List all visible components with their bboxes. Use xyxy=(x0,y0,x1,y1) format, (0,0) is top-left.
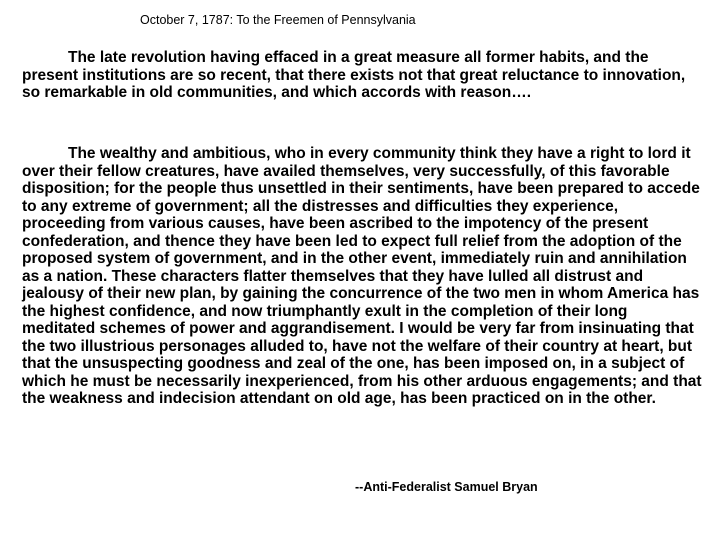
attribution: --Anti-Federalist Samuel Bryan xyxy=(355,480,538,494)
paragraph-2: The wealthy and ambitious, who in every community think they have a right to lord it over their fellow creatures, have availed themselves, very successfully, of this favorable disposition; for the people thus unsettled in their sentiments, have been prepared to accede to any extreme of government; all the distresses and difficulties they experience, proceeding from various causes, have been ascribed to the impotency of the present confederation, and thence they have been led to expect full relief from the adoption of the proposed system of government, and in the other event, immediately ruin and annihilation as a nation. These characters flatter themselves that they have lulled all distrust and jealousy of their new plan, by gaining the concurrence of the two men in whom America has the highest confidence, and now triumphantly exult in the completion of their long meditated schemes of power and aggrandisement. I would be very far from insinuating that the two illustrious personages alluded to, have not the welfare of their country at heart, but that the unsuspecting goodness and zeal of the one, has been imposed on, in a subject of which he must be necessarily inexperienced, from his other arduous engagements; and that the weakness and indecision attendant on old age, has been practiced on in the other. xyxy=(22,145,702,407)
paragraph-1: The late revolution having effaced in a great measure all former habits, and the present institutions are so recent, that there exists not that great reluctance to innovation, so remarkable in old communities, and which accords with reason…. xyxy=(22,49,686,101)
document-heading: October 7, 1787: To the Freemen of Pennsylvania xyxy=(140,13,416,27)
